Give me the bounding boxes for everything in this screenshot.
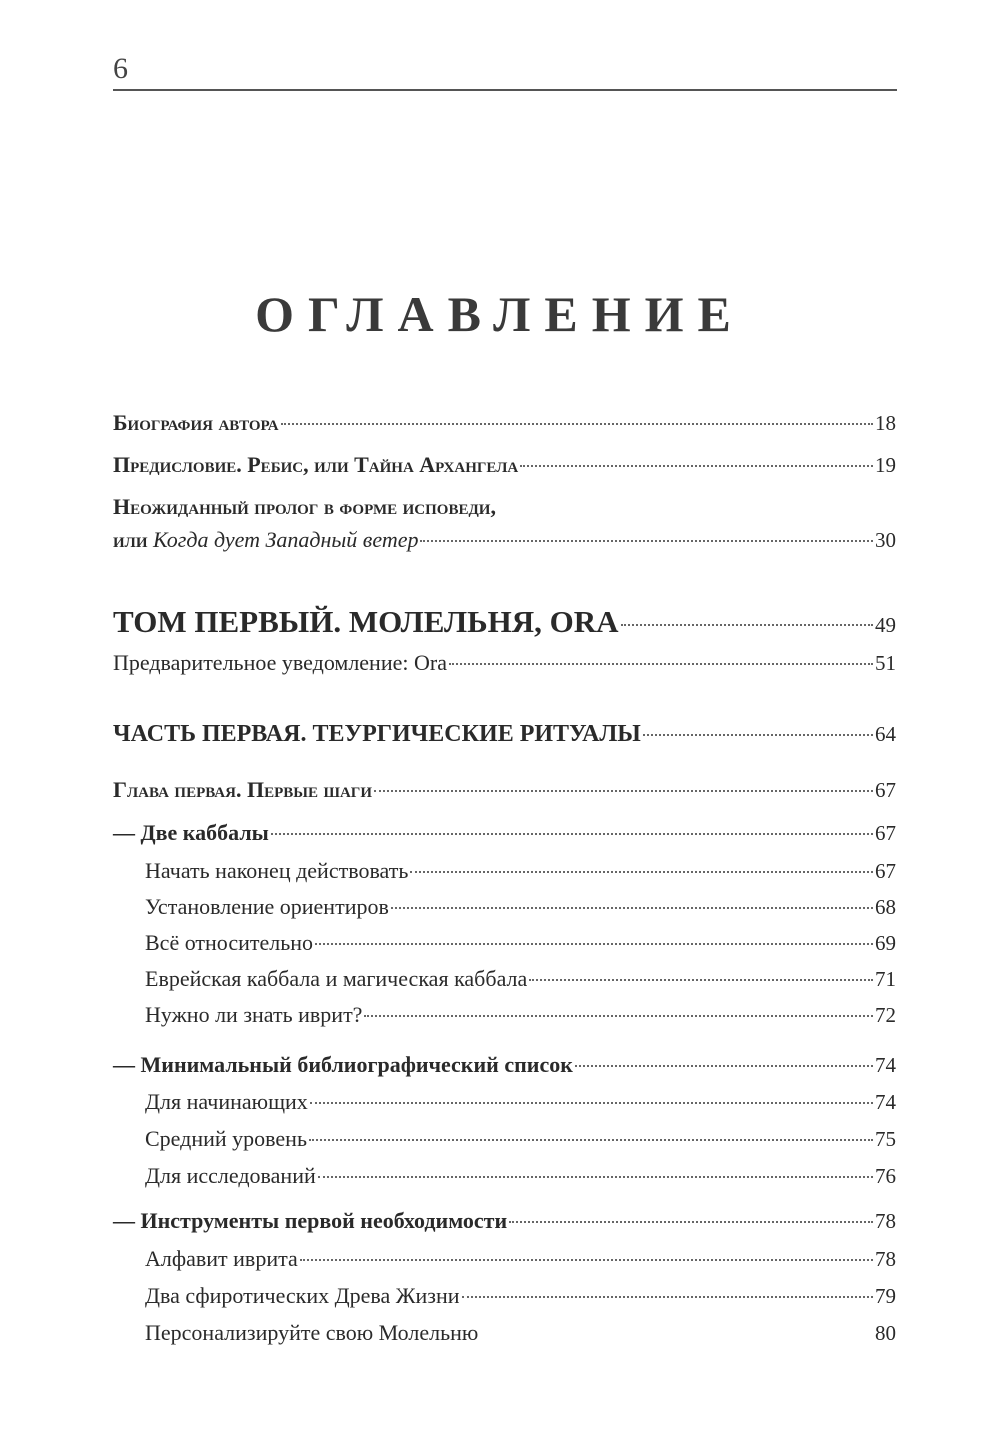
entry-page: 72: [875, 1003, 896, 1027]
entry-label: Для начинающих: [145, 1089, 308, 1114]
dot-leader: [271, 833, 873, 835]
dot-leader: [310, 1102, 873, 1104]
entry-page: 76: [875, 1164, 896, 1188]
entry-label: Два сфиротических Древа Жизни: [145, 1283, 460, 1308]
dot-leader: [520, 465, 873, 467]
entry-page: 51: [875, 651, 896, 675]
dot-leader: [621, 624, 873, 626]
entry-label: Установление ориентиров: [145, 894, 389, 919]
entry-label: Алфавит иврита: [145, 1246, 298, 1271]
toc-volume[interactable]: [113, 604, 896, 643]
entry-label: Биография автора: [113, 410, 279, 435]
entry-page: 67: [875, 821, 896, 845]
entry-page: 64: [875, 722, 896, 746]
page-title: ОГЛАВЛЕНИЕ: [255, 286, 745, 342]
entry-page: 74: [875, 1090, 896, 1114]
entry-label: Начать наконец действовать: [145, 858, 409, 883]
dot-leader: [374, 790, 873, 792]
dot-leader: [462, 1296, 874, 1298]
toc-subsection[interactable]: [145, 894, 896, 920]
toc-subsection[interactable]: [145, 858, 896, 884]
dot-leader: [449, 663, 873, 665]
entry-page: 19: [875, 453, 896, 477]
toc-section[interactable]: [113, 820, 896, 846]
toc-chapter[interactable]: [113, 777, 896, 803]
dot-leader: [315, 943, 873, 945]
dot-leader: [309, 1139, 873, 1141]
page-number: 6: [113, 52, 128, 85]
entry-label: ТОМ ПЕРВЫЙ. МОЛЕЛЬНЯ, ORA: [113, 604, 619, 639]
toc-subsection[interactable]: [145, 1002, 896, 1028]
entry-label-italic: Когда дует Западный ветер: [153, 527, 419, 552]
entry-page: 78: [875, 1209, 896, 1233]
toc-subsection[interactable]: [145, 966, 896, 992]
toc-subsection[interactable]: [145, 1163, 896, 1189]
entry-page: 68: [875, 895, 896, 919]
dot-leader: [300, 1259, 873, 1261]
entry-label: — Минимальный библиографический список: [113, 1052, 573, 1077]
dot-leader: [410, 871, 873, 873]
dot-leader: [509, 1221, 873, 1223]
entry-label: Для исследований: [145, 1163, 316, 1188]
entry-page: 69: [875, 931, 896, 955]
entry-label: Предварительное уведомление: Ora: [113, 650, 447, 675]
entry-label: — Инструменты первой необходимости: [113, 1208, 508, 1233]
toc-subsection[interactable]: [145, 1126, 896, 1152]
dot-leader: [420, 540, 873, 542]
entry-label: — Две каббалы: [113, 820, 269, 845]
header-rule: [113, 89, 897, 91]
entry-label: Всё относительно: [145, 930, 314, 955]
dot-leader: [281, 423, 873, 425]
entry-page: 71: [875, 967, 896, 991]
entry-label: Предисловие. Ребис, или Тайна Архангела: [113, 452, 519, 477]
entry-page: 80: [875, 1321, 896, 1345]
entry-page: 30: [875, 528, 896, 552]
entry-page: 67: [875, 778, 896, 802]
dot-leader: [318, 1176, 873, 1178]
toc-part[interactable]: [113, 721, 896, 747]
toc-subsection[interactable]: [145, 1283, 896, 1309]
entry-page: 78: [875, 1247, 896, 1271]
toc-subsection[interactable]: [145, 1089, 896, 1115]
entry-label: Неожиданный пролог в форме исповеди,: [113, 494, 496, 519]
dot-leader: [529, 979, 873, 981]
dot-leader: [391, 907, 873, 909]
entry-label: Еврейская каббала и магическая каббала: [145, 966, 528, 991]
toc-subsection[interactable]: [145, 930, 896, 956]
dot-leader: [364, 1015, 873, 1017]
entry-page: 67: [875, 859, 896, 883]
toc-entry-line2[interactable]: [113, 527, 896, 553]
entry-page: 74: [875, 1053, 896, 1077]
toc-entry[interactable]: [113, 650, 896, 676]
entry-label-prefix: или: [113, 527, 148, 552]
toc-section[interactable]: [113, 1208, 896, 1234]
dot-leader: [575, 1065, 873, 1067]
entry-page: 79: [875, 1284, 896, 1308]
toc-subsection[interactable]: [145, 1246, 896, 1272]
toc-section[interactable]: [113, 1052, 896, 1078]
toc-subsection[interactable]: [145, 1320, 896, 1346]
dot-leader: [643, 734, 873, 736]
entry-label: Средний уровень: [145, 1126, 307, 1151]
toc-entry[interactable]: [113, 410, 896, 436]
toc-entry[interactable]: [113, 452, 896, 478]
entry-label: Глава первая. Первые шаги: [113, 777, 372, 802]
entry-page: 49: [875, 613, 896, 637]
entry-label: Нужно ли знать иврит?: [145, 1002, 363, 1027]
entry-page: 18: [875, 411, 896, 435]
entry-label: Персонализируйте свою Молельню: [145, 1320, 479, 1345]
toc-entry-line1[interactable]: [113, 494, 896, 520]
entry-label: ЧАСТЬ ПЕРВАЯ. ТЕУРГИЧЕСКИЕ РИТУАЛЫ: [113, 721, 641, 747]
entry-page: 75: [875, 1127, 896, 1151]
